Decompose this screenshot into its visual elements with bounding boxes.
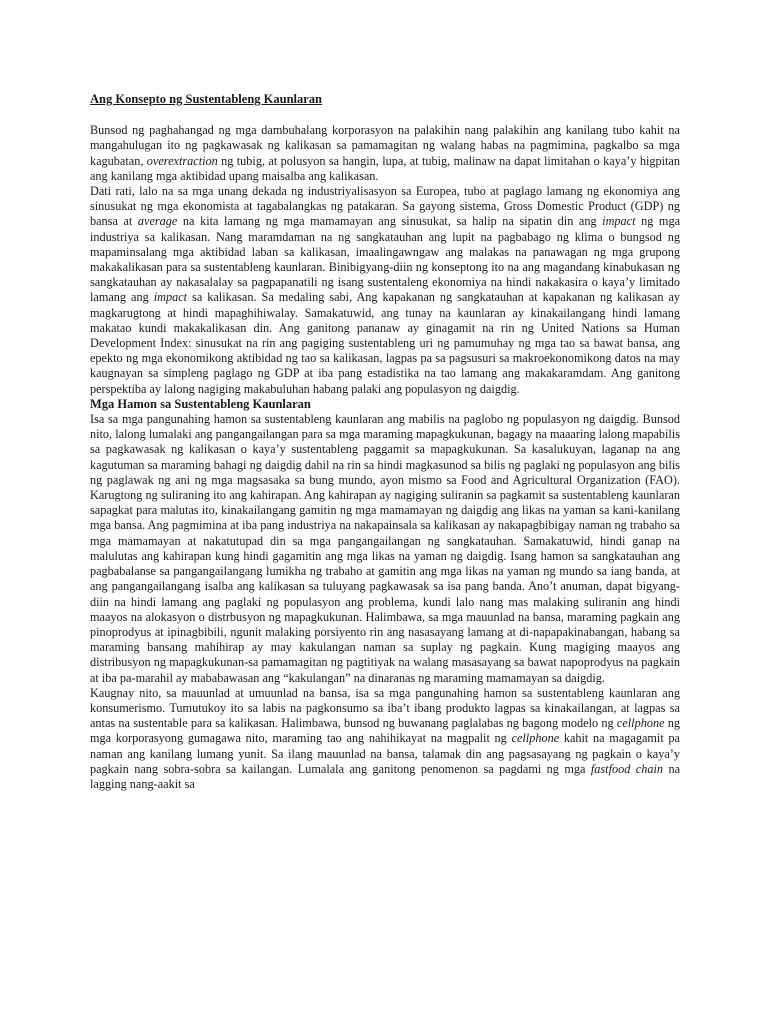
text-run: ng mga industriya sa kalikasan. Nang maramdaman na ng sangkatauhan ang lupit na pagbabago ng klima o bungsod ng mapaminsalang mga aktibidad laban sa kalikasan, imaalingawngaw ang malakas na panawagan ng mga grupong makakalikasan para sa sustentableng kaunlaran. Binibigyang-diin ng konseptong ito na ang magandang kinabukasan ng sangkatauhan ay nakasalalay sa pagpapanatili ng isang sustentaleng ekonomiya na hindi nakakasira o kaya’y limitado lamang ang (90, 214, 681, 305)
text-run: Bunsod ng paghahangad ng mga dambuhalang korporasyon na palakihin nang palakihin ang kanilang tubo kahit na mangahulugan ito ng pagkawasak ng kalikasan sa pamamagitan ng walang habas na pagmimina, pagkalbo sa mga kagubatan, (90, 123, 680, 168)
document-title: Ang Konsepto ng Sustentableng Kaunlaran (90, 92, 323, 106)
italic-term: impact (602, 214, 636, 229)
italic-term: impact (153, 290, 188, 305)
italic-term: fastfood chain (590, 761, 664, 776)
paragraph-consumerism (90, 686, 680, 792)
text-run: Kaugnay nito, sa mauunlad at umuunlad na bansa, isa sa mga pangunahing hamon sa sustentableng kaunlaran ang konsumerismo. Tumutukoy ito sa labis na pagkonsumo sa iba’t ibang produkto lagpas sa kinakailangan, at lagpas sa antas na sustentable para sa kalikasan. Halimbawa, bunsod ng buwanang paglalabas ng bagong modelo ng (90, 685, 680, 731)
italic-term: cellphone (616, 716, 665, 731)
text-run: kahit na magagamit pa naman ang kanilang lumang yunit. Sa ilang mauunlad na bansa, talamak din ang pagsasayang ng pagkain o kaya’y pagkain nang sobra-sobra sa kailangan. Lumalala ang ganitong penomenon sa pagdami ng mga (90, 731, 680, 776)
document-body (90, 92, 680, 792)
paragraph-history (90, 184, 680, 397)
text-run: ng tubig, at polusyon sa hangin, lupa, at tubig, malinaw na dapat limitahan o kaya’y higpitan ang kanilang mga aktibidad upang maisalba ang kalikasan. (90, 153, 680, 183)
paragraph-challenges (90, 412, 680, 686)
italic-term: overextraction (146, 153, 218, 168)
italic-term: cellphone (511, 731, 560, 746)
italic-term: average (137, 214, 178, 229)
text-run: na lagging nang-aakit sa (90, 761, 681, 791)
text-run: ng mga korporasyong gumagawa nito, maraming tao ang nahihikayat na magpalit ng (90, 716, 681, 746)
text-run: Isa sa mga pangunahing hamon sa sustentableng kaunlaran ang mabilis na paglobo ng populasyon ng daigdig. Bunsod nito, lalong lumalaki ang pangangailangan para sa mga maraming mapagkukunan, bagagy na maaaring lalong mapabilis sa pagkawasak ng kalikasan o kaya’y sustentableng paggamit sa mapagkukunan. Sa kasalukuyan, laganap na ang kagutuman sa maraming bahagi ng daigdig dahil na rin sa hindi magkasunod sa bilis ng paglaki ng populasyon ang bilis ng paglawak ng ani ng mga magsasaka sa bung mundo, ayon mismo sa Food and Agricultural Organization (FAO). Karugtong ng suliraning ito ang kahirapan. Ang kahirapan ay nagiging suliranin sa pagkamit sa sustentableng kaunlaran sapagkat para malutas ito, kinakailangang gamitin ng mga mamamayan ng daigdig ang likas na yaman sa kani-kanilang mga bansa. Ang pagmimina at iba pang industriya na nakapainsala sa kalikasan ay nakapagbibigay naman ng trabaho sa mga mamamayan at nakatutupad din sa mga pangangailangan ng sangkatauhan. Samakatuwid, hindi ganap na malulutas ang kahirapan kung hindi gagamitin ang mga likas na yaman ng daigdig. Isang hamon sa sangkatauhan ang pagbabalanse sa pangangailangang lumikha ng trabaho at gamitin ang mga likas na yaman ng mundo sa iang banda, at ang pangangailangang isalba ang kalikasan sa tuluyang pagkawasak sa isa pang banda. Ano’t anuman, dapat bigyang-diin na hindi lamang ang paglaki ng populasyon ang problema, kundi lalo nang mas malaking suliranin ang hindi maayos na alokasyon o distrbusyon ng mapagkukunan. Halimbawa, sa mga mauunlad na bansa, maraming pagkain ang pinoprodyus at ipinagbibili, ngunit malaking porsiyento rin ang nasasayang lamang at di-napapakinabangan, habang sa maraming bansang mahihirap ay may kakulangan naman sa suplay ng pagkain. Kung magiging maayos ang distribusyon ng mapagkukunan-sa pamamagitan ng pagtitiyak na walang masasayang sa bawat napoprodyus na pagkain at iba pa-marahil ay mababawasan ang “kakulangan” na dinaranas ng maraming mamamayan sa daigdig. (90, 412, 680, 685)
text-run: sa kalikasan. Sa medaling sabi, Ang kapakanan ng sangkatauhan at kapakanan ng kalikasan ay magkarugtong at hindi mapaghihiwalay. Samakatuwid, ang tunay na kaunlaran ay kinakailangang hindi lamang makatao kundi makakalikasan din. Ang ganitong pananaw ay ginagamit na rin ng United Nations sa Human Development Index: sinusukat na rin ang pagiging sustentableng uri ng pamumuhay ng mga tao sa bawat bansa, ang epekto ng mga ekonomikong aktibidad ng tao sa kalikasan, lagpas pa sa pagsusuri sa makroekonomikong datos na may kaugnayan sa simpleng paglago ng GDP at iba pang estadistika na tao lamang ang makakaramdam. Ang ganitong perspektiba ay lalong nagiging makabuluhan habang palaki ang populasyon ng daigdig. (90, 290, 680, 396)
text-run: Dati rati, lalo na sa mga unang dekada ng industriyalisasyon sa Europea, tubo at paglago lamang ng ekonomiya ang sinusukat ng mga ekonomista at tagabalangkas ng patakaran. Sa gayong sistema, Gross Domestic Product (GDP) ng bansa at (90, 184, 680, 229)
section-heading: Mga Hamon sa Sustentableng Kaunlaran (90, 396, 311, 411)
paragraph-intro (90, 123, 680, 184)
text-run: na kita lamang ng mga mamamayan ang sinusukat, sa halip na sipatin din ang (177, 214, 603, 229)
